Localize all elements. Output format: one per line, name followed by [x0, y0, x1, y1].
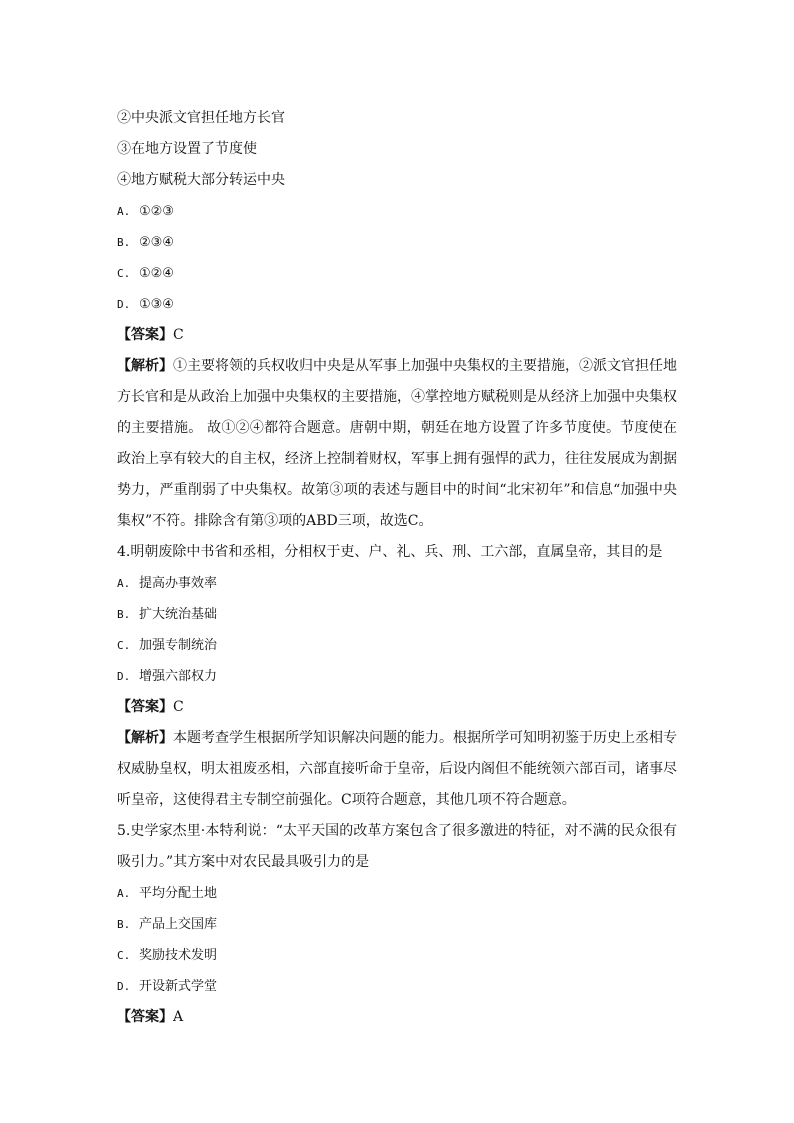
q4-option-d: D. 增强六部权力 — [117, 669, 218, 684]
q3-answer — [117, 320, 677, 351]
q3-analysis — [117, 351, 677, 537]
q3-option-d: D. ①③④ — [117, 297, 174, 312]
q4-options — [117, 568, 677, 692]
q4-option-b: B. 扩大统治基础 — [117, 607, 218, 622]
analysis-text: ①主要将领的兵权收归中央是从军事上加强中央集权的主要措施，②派文官担任地方长官和是从政治上加强中央集权的主要措施，④掌控地方赋税则是从经济上加强中央集权的主要措施。 故①②④都符合题意。唐朝中期，朝廷在地方设置了许多节度使。节度使在政治上享有较大的自主权，经济上控制着财权，军事上拥有强悍的武力，往往发展成为割据势力，严重削弱了中央集权。故第③项的表述与题目中的时间“北宋初年”和信息“加强中央集权”不符。排除含有第③项的ABD三项，故选C。 — [117, 358, 677, 529]
q5-option-c: C. 奖励技术发明 — [117, 948, 218, 963]
q3-option-b: B. ②③④ — [117, 235, 174, 250]
analysis-text: 本题考查学生根据所学知识解决问题的能力。根据所学可知明初鉴于历史上丞相专权威胁皇权，明太祖废丞相，六部直接听命于皇帝，后设内阁但不能统领六部百司，诸事尽听皇帝，这使得君主专制空前强化。C项符合题意，其他几项不符合题意。 — [117, 730, 677, 808]
analysis-label: 【解析】 — [117, 358, 173, 374]
answer-label: 【答案】 — [117, 1009, 173, 1025]
q4-answer — [117, 692, 677, 723]
answer-label: 【答案】 — [117, 699, 173, 715]
answer-value: C — [173, 327, 184, 343]
q3-item: ③在地方设置了节度使 — [117, 141, 257, 157]
q3-option-c: C. ①②④ — [117, 266, 174, 281]
q4-analysis — [117, 723, 677, 816]
q3-item: ②中央派文官担任地方长官 — [117, 110, 285, 126]
q5-stem: 5.史学家杰里·本特利说：“太平天国的改革方案包含了很多激进的特征，对不满的民众很有吸引力。”其方案中对农民最具吸引力的是 — [117, 823, 677, 870]
q3-option-a: A. ①②③ — [117, 204, 174, 219]
q4-stem: 4.明朝废除中书省和丞相，分相权于吏、户、礼、兵、刑、工六部，直属皇帝，其目的是 — [117, 544, 663, 560]
q5-option-a: A. 平均分配土地 — [117, 886, 218, 901]
q3-options — [117, 196, 677, 320]
q3-items — [117, 103, 677, 196]
answer-value: A — [173, 1009, 184, 1025]
q4-option-a: A. 提高办事效率 — [117, 576, 218, 591]
answer-value: C — [173, 699, 184, 715]
q5-option-b: B. 产品上交国库 — [117, 917, 218, 932]
q5-option-d: D. 开设新式学堂 — [117, 979, 218, 994]
document-page — [117, 103, 677, 1033]
q5-answer — [117, 1002, 677, 1033]
q4-option-c: C. 加强专制统治 — [117, 638, 218, 653]
answer-label: 【答案】 — [117, 327, 173, 343]
analysis-label: 【解析】 — [117, 730, 173, 746]
q3-item: ④地方赋税大部分转运中央 — [117, 172, 285, 188]
q5-options — [117, 878, 677, 1002]
